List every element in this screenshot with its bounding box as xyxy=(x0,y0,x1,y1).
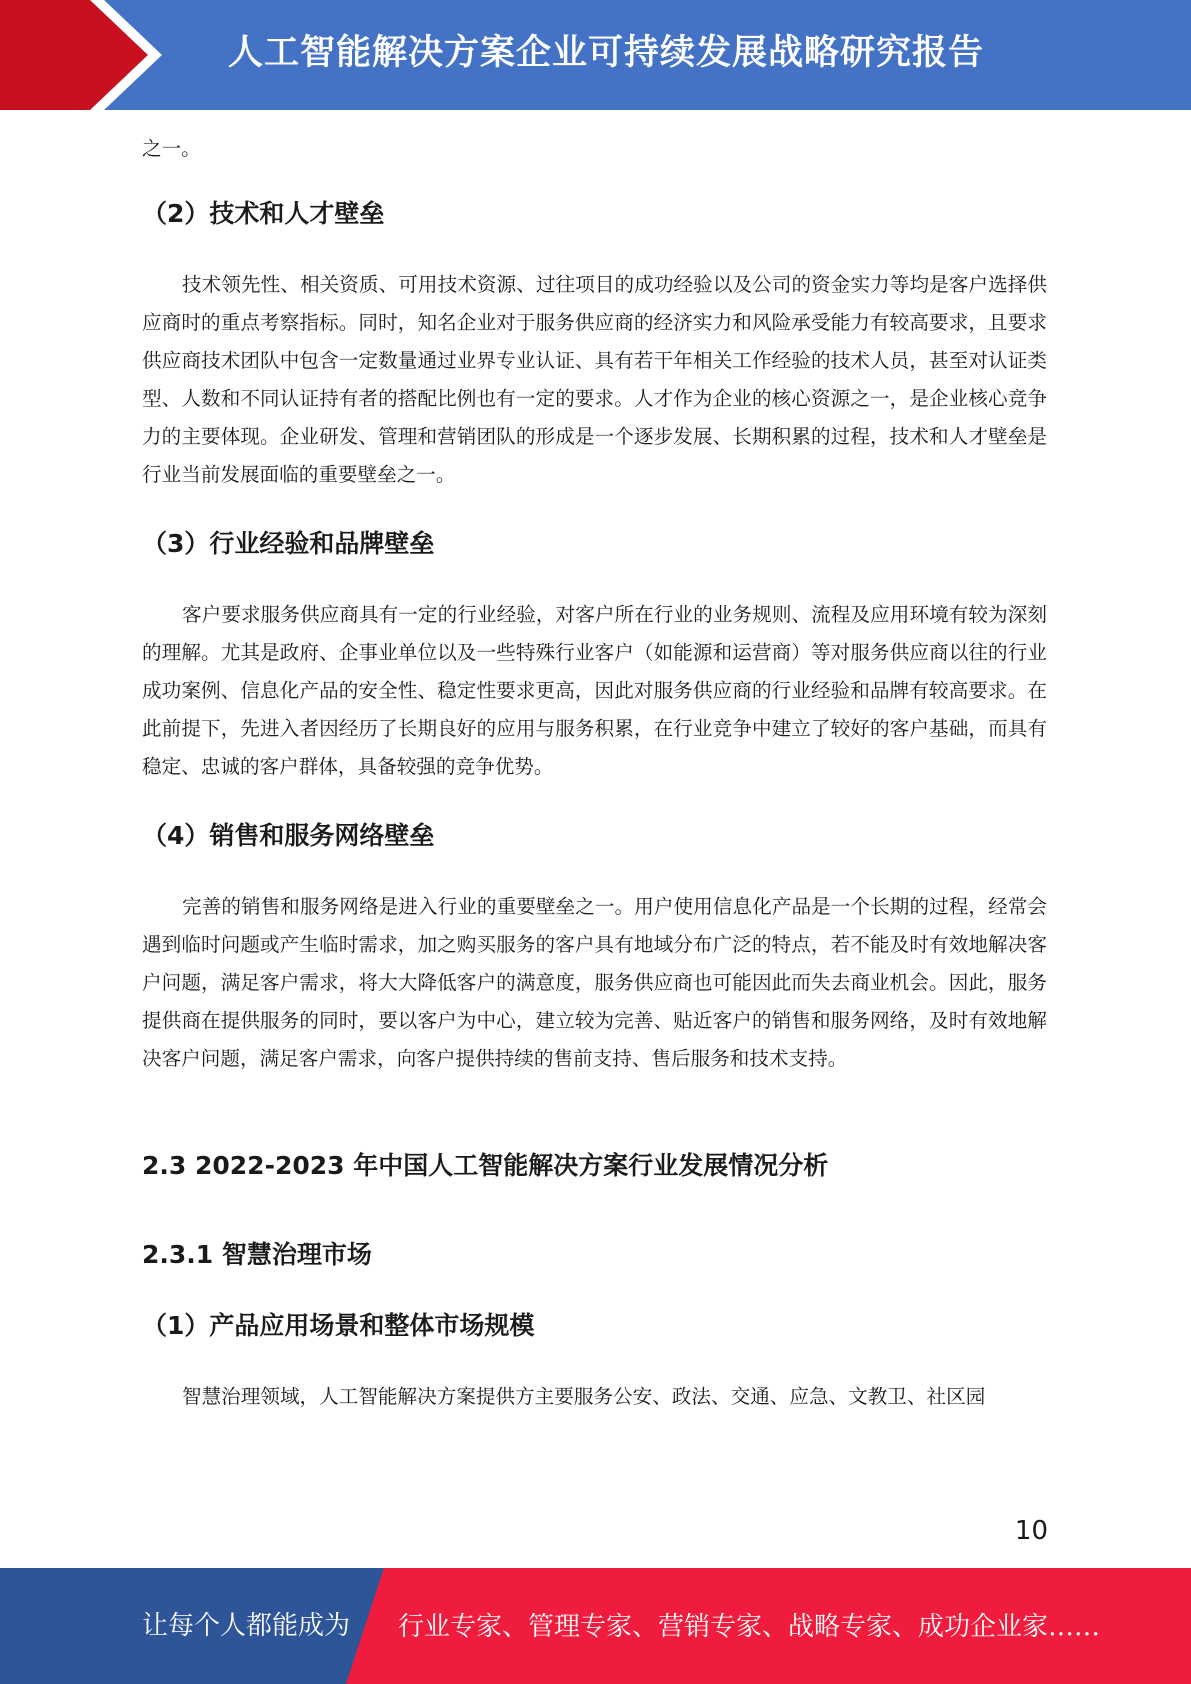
heading-sales-service-barrier: （4）销售和服务网络壁垒 xyxy=(142,821,435,850)
lead-fragment: 之一。 xyxy=(142,137,201,160)
paragraph-tech-talent-barrier: 技术领先性、相关资质、可用技术资源、过往项目的成功经验以及公司的资金实力等均是客户选择供应商时的重点考察指标。同时，知名企业对于服务供应商的经济实力和风险承受能力有较高要求，且要求供应商技术团队中包含一定数量通过业界专业认证、具有若干年相关工作经验的技术人员，甚至对认证类型、人数和不同认证持有者的搭配比例也有一定的要求。人才作为企业的核心资源之一，是企业核心竞争力的主要体现。企业研发、管理和营销团队的形成是一个逐步发展、长期积累的过程，技术和人才壁垒是行业当前发展面临的重要壁垒之一。 xyxy=(142,273,1047,486)
heading-tech-talent-barrier: （2）技术和人才壁垒 xyxy=(142,199,385,228)
report-title: 人工智能解决方案企业可持续发展战略研究报告 xyxy=(228,33,985,73)
heading-section-2-3-1: 2.3.1 智慧治理市场 xyxy=(142,1240,372,1269)
page-footer xyxy=(0,1568,1191,1684)
heading-application-scenarios: （1）产品应用场景和整体市场规模 xyxy=(142,1311,535,1340)
document-body xyxy=(142,130,1047,1416)
footer-slogan-left: 让每个人都能成为 xyxy=(142,1611,351,1641)
paragraph-application-scenarios: 智慧治理领域，人工智能解决方案提供方主要服务公安、政法、交通、应急、文教卫、社区园 xyxy=(182,1385,986,1408)
heading-section-2-3: 2.3 2022-2023 年中国人工智能解决方案行业发展情况分析 xyxy=(142,1151,829,1180)
page-number: 10 xyxy=(1014,1516,1048,1546)
paragraph-industry-brand-barrier: 客户要求服务供应商具有一定的行业经验，对客户所在行业的业务规则、流程及应用环境有较为深刻的理解。尤其是政府、企事业单位以及一些特殊行业客户（如能源和运营商）等对服务供应商以往的行业成功案例、信息化产品的安全性、稳定性要求更高，因此对服务供应商的行业经验和品牌有较高要求。在此前提下，先进入者因经历了长期良好的应用与服务积累，在行业竞争中建立了较好的客户基础，而具有稳定、忠诚的客户群体，具备较强的竞争优势。 xyxy=(142,603,1047,778)
page-header xyxy=(0,0,1191,110)
heading-industry-brand-barrier: （3）行业经验和品牌壁垒 xyxy=(142,529,435,558)
footer-slogan-right: 行业专家、管理专家、营销专家、战略专家、成功企业家…… xyxy=(398,1612,1101,1642)
paragraph-sales-service-barrier: 完善的销售和服务网络是进入行业的重要壁垒之一。用户使用信息化产品是一个长期的过程，经常会遇到临时问题或产生临时需求，加之购买服务的客户具有地域分布广泛的特点，若不能及时有效地解决客户问题，满足客户需求，将大大降低客户的满意度，服务供应商也可能因此而失去商业机会。因此，服务提供商在提供服务的同时，要以客户为中心，建立较为完善、贴近客户的销售和服务网络，及时有效地解决客户问题，满足客户需求，向客户提供持续的售前支持、售后服务和技术支持。 xyxy=(142,895,1047,1070)
